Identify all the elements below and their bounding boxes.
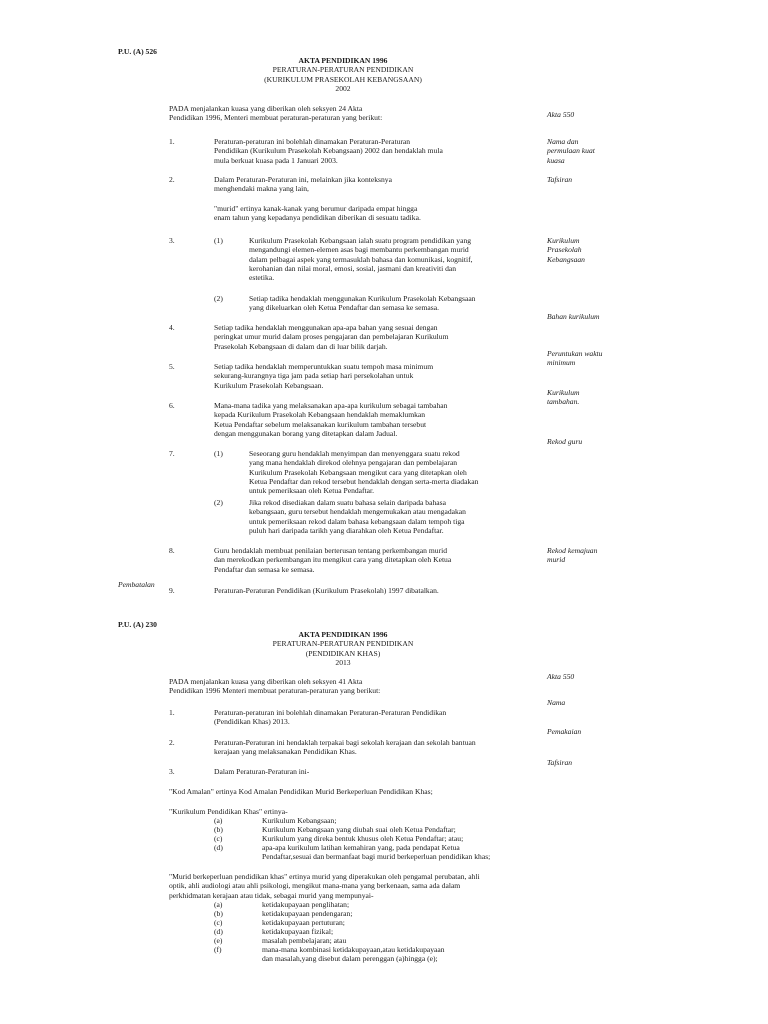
- doc1-sidenote-4: Bahan kurikulum: [547, 312, 600, 321]
- doc1-section-6-number: 6.: [169, 401, 175, 410]
- doc1-section-8-text: Guru hendaklah membuat penilaian berterusan tentang perkembangan murid dan merekodkan perkembangan itu mengikut cara yang ditetapkan oleh Ketua Pendaftar dan semasa ke semasa.: [214, 546, 452, 574]
- doc1-section-3-2-text: Setiap tadika hendaklah menggunakan Kurikulum Prasekolah Kebangsaan yang dikeluarkan oleh Ketua Pendaftar dan semasa ke semasa.: [249, 294, 476, 313]
- doc1-section-6-text: Mana-mana tadika yang melaksanakan apa-apa kurikulum sebagai tambahan kepada Kurikulum Prasekolah Kebangsaan hendaklah memaklumkan Ketua Pendaftar sebelum melaksanakan kurikulum tambahan tersebut dengan menggunakan borang yang ditetapkan dalam Jadual.: [214, 401, 448, 438]
- doc2-section-3-text: Dalam Peraturan-Peraturan ini-: [214, 767, 310, 776]
- doc1-section-5-number: 5.: [169, 362, 175, 371]
- list-item-text: ketidakupayaan pendengaran;: [262, 909, 353, 918]
- doc1-title-block: [213, 56, 473, 93]
- doc1-section-3-1-text: Kurikulum Prasekolah Kebangsaan ialah suatu program pendidikan yang mengandungi elemen-elemen asas bagi membantu perkembangan murid dalam pelbagai aspek yang termasuklah bahasa dan komunikasi, kognitif, kerohanian dan nilai moral, emosi, sosial, jasmani dan kreativiti dan estetika.: [249, 236, 473, 283]
- list-item-label: (d): [214, 843, 223, 852]
- doc2-section-1-number: 1.: [169, 708, 175, 717]
- doc1-sidenote-6: Kurikulum tambahan.: [547, 388, 580, 407]
- list-item-label: (a): [214, 900, 223, 909]
- doc1-section-3-1-label: (1): [214, 236, 223, 245]
- doc2-title-block: [213, 630, 473, 667]
- doc1-section-2-text: Dalam Peraturan-Peraturan ini, melainkan jika konteksnya menghendaki makna yang lain,: [214, 175, 392, 194]
- doc2-reference: P.U. (A) 230: [118, 620, 157, 629]
- doc1-section-9-text: Peraturan-Peraturan Pendidikan (Kurikulum Prasekolah) 1997 dibatalkan.: [214, 586, 439, 595]
- list-item-label: (b): [214, 825, 223, 834]
- doc1-section-9-number: 9.: [169, 586, 175, 595]
- doc2-definition-kod-amalan: "Kod Amalan" ertinya Kod Amalan Pendidikan Murid Berkeperluan Pendidikan Khas;: [169, 787, 433, 796]
- doc1-section-7-2-text: Jika rekod disediakan dalam suatu bahasa selain daripada bahasa kebangsaan, guru tersebut hendaklah mengemukakan atau mengadakan untuk pemeriksaan rekod dalam bahasa kebangsaan dalam tempoh tiga puluh hari daripada tarikh yang diarahkan oleh Ketua Pendaftar.: [249, 498, 466, 535]
- doc1-sidenote-act: Akta 550: [547, 110, 575, 119]
- doc2-title-year: 2013: [335, 657, 351, 667]
- list-item-text: ketidakupayaan penglihatan;: [262, 900, 350, 909]
- list-item-label: (a): [214, 816, 223, 825]
- doc2-definition-murid: "Murid berkeperluan pendidikan khas" ertinya murid yang diperakukan oleh pengamal perubatan, ahli optik, ahli audiologi atau ahli psikologi, mengikut mana-mana yang berkenaan, sama ada dalam perkhidmatan kerajaan atau tidak, sebagai murid yang mempunyai-: [169, 872, 480, 900]
- doc1-sidenote-5: Peruntukan waktu minimum: [547, 349, 603, 368]
- list-item-label: (c): [214, 834, 223, 843]
- doc1-section-1-text: Peraturan-peraturan ini bolehlah dinamakan Peraturan-Peraturan Pendidikan (Kurikulum Prasekolah Kebangsaan) 2002 dan hendaklah mula mula berkuat kuasa pada 1 Januari 2003.: [214, 137, 443, 165]
- doc1-title-act: AKTA PENDIDIKAN 1996: [298, 56, 388, 65]
- doc2-section-3-number: 3.: [169, 767, 175, 776]
- doc1-section-5-text: Setiap tadika hendaklah memperuntukkan suatu tempoh masa minimum sekurang-kurangnya tiga jam pada setiap hari persekolahan untuk Kurikulum Prasekolah Kebangsaan.: [214, 362, 434, 390]
- list-item-text: ketidakupayaan fizikal;: [262, 927, 334, 936]
- doc1-title-subject: (KURIKULUM PRASEKOLAH KEBANGSAAN): [264, 74, 422, 84]
- doc2-sidenote-2: Pemakaian: [547, 727, 582, 736]
- list-item-label: (f): [214, 945, 222, 954]
- doc1-sidenote-1: Nama dan permulaan kuat kuasa: [547, 137, 595, 165]
- doc1-sidenote-7: Rekod guru: [547, 437, 583, 446]
- doc1-definition-murid: "murid" ertinya kanak-kanak yang berumur daripada empat hingga enam tahun yang kepadanya pendidikan diberikan di sesuatu tadika.: [214, 204, 421, 223]
- doc1-section-3-2-label: (2): [214, 294, 223, 303]
- doc2-section-2-text: Peraturan-Peraturan ini hendaklah terpakai bagi sekolah kerajaan dan sekolah bantuan kerajaan yang melaksanakan Pendidikan Khas.: [214, 738, 476, 757]
- doc1-section-3-number: 3.: [169, 236, 175, 245]
- doc1-section-7-number: 7.: [169, 449, 175, 458]
- doc1-section-1-number: 1.: [169, 137, 175, 146]
- list-item-text: apa-apa kurikulum latihan kemahiran yang, pada pendapat Ketua Pendaftar,sesuai dan bermanfaat bagi murid berkeperluan pendidikan khas;: [262, 843, 491, 862]
- list-item-label: (b): [214, 909, 223, 918]
- doc2-definition-kurikulum: "Kurikulum Pendidikan Khas" ertinya-: [169, 807, 288, 816]
- doc1-sidenote-2: Tafsiran: [547, 175, 573, 184]
- doc1-reference: P.U. (A) 526: [118, 47, 157, 56]
- doc2-preamble: PADA menjalankan kuasa yang diberikan oleh seksyen 41 Akta Pendidikan 1996 Menteri membuat peraturan-peraturan yang berikut:: [169, 677, 381, 696]
- doc1-sidenote-8: Rekod kemajuan murid: [547, 546, 598, 565]
- doc2-sidenote-1: Nama: [547, 698, 566, 707]
- doc2-title-act: AKTA PENDIDIKAN 1996: [298, 630, 388, 639]
- doc1-sidenote-3: Kurikulum Prasekolah Kebangsaan: [547, 236, 585, 264]
- doc1-preamble: PADA menjalankan kuasa yang diberikan oleh seksyen 24 Akta Pendidikan 1996, Menteri membuat peraturan-peraturan yang berikut:: [169, 104, 383, 123]
- list-item-text: Kurikulum Kebangsaan;: [262, 816, 337, 825]
- list-item-text: ketidakupayaan pertuturan;: [262, 918, 345, 927]
- doc1-section-4-text: Setiap tadika hendaklah menggunakan apa-apa bahan yang sesuai dengan peringkat umur murid dalam proses pengajaran dan pembelajaran Kurikulum Prasekolah Kebangsaan di dalam dan di luar bilik darjah.: [214, 323, 449, 351]
- doc2-title-subject: (PENDIDIKAN KHAS): [305, 648, 381, 658]
- doc2-section-1-text: Peraturan-peraturan ini bolehlah dinamakan Peraturan-Peraturan Pendidikan (Pendidikan Khas) 2013.: [214, 708, 447, 727]
- list-item-text: masalah pembelajaran; atau: [262, 936, 347, 945]
- list-item-label: (d): [214, 927, 223, 936]
- list-item-label: (e): [214, 936, 223, 945]
- list-item-text: Kurikulum Kebangsaan yang diubah suai oleh Ketua Pendaftar;: [262, 825, 456, 834]
- doc1-sidenote-9: Pembatalan: [118, 580, 155, 589]
- doc1-section-8-number: 8.: [169, 546, 175, 555]
- doc2-sidenote-3: Tafsiran: [547, 758, 573, 767]
- doc1-section-2-number: 2.: [169, 175, 175, 184]
- doc2-sidenote-act: Akta 550: [547, 672, 575, 681]
- list-item-text: mana-mana kombinasi ketidakupayaan,atau ketidakupayaan dan masalah,yang disebut dalam perenggan (a)hingga (e);: [262, 945, 445, 964]
- doc1-title-regulations: PERATURAN-PERATURAN PENDIDIKAN: [272, 65, 414, 75]
- doc1-section-7-2-label: (2): [214, 498, 223, 507]
- doc1-section-7-1-text: Seseorang guru hendaklah menyimpan dan menyenggara suatu rekod yang mana hendaklah direkod olehnya pengajaran dan pembelajaran Kurikulum Prasekolah Kebangsaan mengikut cara yang ditetapkan oleh Ketua Pendaftar dan rekod tersebut hendaklah dengan serta-merta diadakan untuk pemeriksaan oleh Ketua Pendaftar.: [249, 449, 479, 496]
- doc2-title-regulations: PERATURAN-PERATURAN PENDIDIKAN: [272, 639, 414, 649]
- doc2-section-2-number: 2.: [169, 738, 175, 747]
- doc1-section-7-1-label: (1): [214, 449, 223, 458]
- doc1-section-4-number: 4.: [169, 323, 175, 332]
- list-item-label: (c): [214, 918, 223, 927]
- doc1-title-year: 2002: [335, 83, 351, 93]
- list-item-text: Kurikulum yang direka bentuk khusus oleh Ketua Pendaftar; atau;: [262, 834, 464, 843]
